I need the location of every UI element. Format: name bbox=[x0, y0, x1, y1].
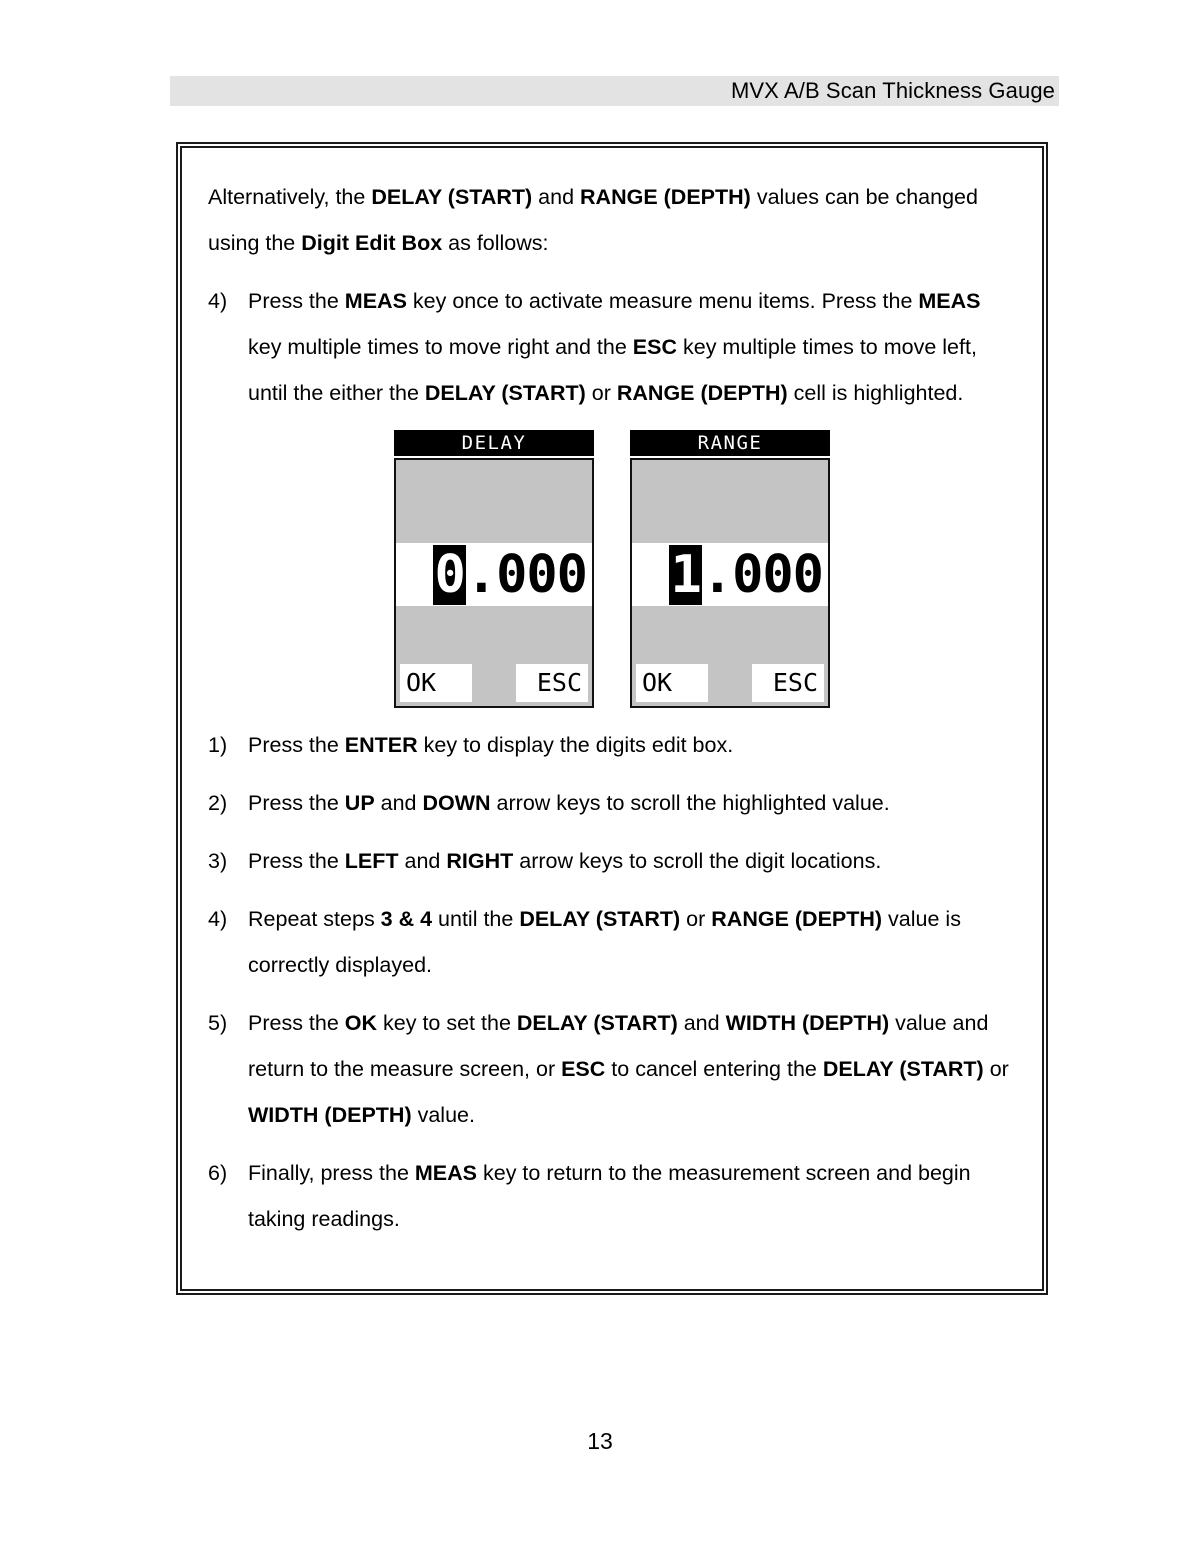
step-bold-1: UP bbox=[344, 791, 375, 815]
step-bold-meas-1: MEAS bbox=[344, 289, 407, 313]
content-frame-inner bbox=[180, 146, 1044, 1291]
list-marker: 4) bbox=[208, 289, 228, 313]
page-number: 13 bbox=[587, 1428, 613, 1454]
step-text-2: key once to activate measure menu items. Press the bbox=[406, 289, 919, 313]
lcd-value-remainder-range: .000 bbox=[701, 544, 823, 605]
list-item-text bbox=[248, 278, 1016, 416]
list-marker: 4) bbox=[208, 907, 228, 931]
list-marker: 3) bbox=[208, 849, 228, 873]
step-text-1: Press the bbox=[248, 289, 345, 313]
step-text-4: key multiple times to move left, until the either the bbox=[248, 335, 977, 405]
step-text-3: key multiple times to move right and the bbox=[248, 335, 633, 359]
lcd-softkeys-delay bbox=[396, 664, 592, 702]
lcd-highlighted-digit-range[interactable]: 1 bbox=[670, 544, 701, 605]
step-bold-2: DELAY (START) bbox=[519, 907, 681, 931]
step-text-4: value and return to the measure screen, or bbox=[248, 1011, 989, 1081]
lcd-value-strip-delay bbox=[396, 543, 592, 606]
lcd-titlebar-delay: DELAY bbox=[394, 430, 594, 456]
step-bold-meas-2: MEAS bbox=[918, 289, 981, 313]
numbered-steps-list bbox=[208, 722, 1016, 1242]
step-bold-range-depth: RANGE (DEPTH) bbox=[616, 381, 788, 405]
step-text-2: key to return to the measurement screen and begin taking readings. bbox=[248, 1161, 971, 1231]
step-bold-delay-start: DELAY (START) bbox=[424, 381, 586, 405]
step-bold-1: MEAS bbox=[414, 1161, 478, 1185]
step-bold-4: ESC bbox=[561, 1057, 606, 1081]
step-text-2: until the bbox=[432, 907, 520, 931]
lcd-value-delay bbox=[433, 545, 587, 605]
list-item bbox=[208, 838, 1016, 884]
step-text-6: or bbox=[983, 1057, 1009, 1081]
list-item-text bbox=[248, 722, 1016, 768]
step-bold-2: DOWN bbox=[422, 791, 491, 815]
lcd-softkey-esc-delay[interactable]: ESC bbox=[516, 664, 588, 702]
step-text-1: Press the bbox=[248, 1011, 345, 1035]
list-marker: 5) bbox=[208, 1011, 228, 1035]
lcd-softkey-ok-range[interactable]: OK bbox=[636, 664, 708, 702]
content-body bbox=[182, 148, 1042, 1242]
intro-text-4: as follows: bbox=[442, 231, 549, 255]
step-text-1: Press the bbox=[248, 791, 345, 815]
step-text-1: Repeat steps bbox=[248, 907, 381, 931]
lcd-softkeys-range bbox=[632, 664, 828, 702]
list-item bbox=[208, 722, 1016, 768]
intro-bold-digit-edit-box: Digit Edit Box bbox=[301, 231, 443, 255]
lcd-value-range bbox=[669, 545, 823, 605]
list-marker: 1) bbox=[208, 733, 228, 757]
step-text-6: cell is highlighted. bbox=[787, 381, 964, 405]
list-item-text bbox=[248, 896, 1016, 988]
lcd-body-range bbox=[630, 458, 830, 708]
list-marker: 6) bbox=[208, 1161, 228, 1185]
step-text-3: and bbox=[677, 1011, 726, 1035]
step-bold-1: LEFT bbox=[344, 849, 399, 873]
step-text-2: key to set the bbox=[377, 1011, 517, 1035]
list-item-text bbox=[248, 1150, 1016, 1242]
step-bold-2: DELAY (START) bbox=[516, 1011, 678, 1035]
lcd-titlebar-range: RANGE bbox=[630, 430, 830, 456]
lcd-figure-row bbox=[208, 430, 1016, 708]
intro-text-1: Alternatively, the bbox=[208, 185, 372, 209]
step-bold-3: RANGE (DEPTH) bbox=[711, 907, 883, 931]
step-text-7: value. bbox=[411, 1103, 475, 1127]
step-text-3: or bbox=[680, 907, 712, 931]
intro-paragraph bbox=[208, 174, 1016, 266]
content-frame bbox=[176, 142, 1048, 1295]
intro-bold-range-depth: RANGE (DEPTH) bbox=[580, 185, 751, 209]
page-header-title: MVX A/B Scan Thickness Gauge bbox=[730, 78, 1055, 103]
step-bold-1: ENTER bbox=[344, 733, 418, 757]
page-header bbox=[170, 76, 1059, 106]
step-text-2: and bbox=[398, 849, 447, 873]
list-item bbox=[208, 896, 1016, 988]
step-bold-5: DELAY (START) bbox=[822, 1057, 984, 1081]
lcd-screen-delay bbox=[394, 430, 594, 708]
step-text-1: Press the bbox=[248, 849, 345, 873]
step-bold-3: WIDTH (DEPTH) bbox=[725, 1011, 890, 1035]
lcd-body-delay bbox=[394, 458, 594, 708]
lcd-softkey-esc-range[interactable]: ESC bbox=[752, 664, 824, 702]
lcd-softkey-ok-delay[interactable]: OK bbox=[400, 664, 472, 702]
list-item-text bbox=[248, 1000, 1016, 1138]
list-item bbox=[208, 780, 1016, 826]
list-item bbox=[208, 1150, 1016, 1242]
intro-bold-delay-start: DELAY (START) bbox=[371, 185, 533, 209]
step-text-5: or bbox=[585, 381, 617, 405]
step-text-4: value is correctly displayed. bbox=[248, 907, 961, 977]
step-text-1: Finally, press the bbox=[248, 1161, 415, 1185]
list-marker: 2) bbox=[208, 791, 228, 815]
step-bold-1: OK bbox=[344, 1011, 378, 1035]
list-item-text bbox=[248, 780, 1016, 826]
lcd-screen-range bbox=[630, 430, 830, 708]
step-bold-1: 3 & 4 bbox=[380, 907, 433, 931]
list-item bbox=[208, 1000, 1016, 1138]
list-item-text bbox=[248, 838, 1016, 884]
lcd-value-strip-range bbox=[632, 543, 828, 606]
intro-text-2: and bbox=[532, 185, 581, 209]
step-text-2: and bbox=[374, 791, 423, 815]
list-item bbox=[208, 278, 1016, 416]
lcd-highlighted-digit-delay[interactable]: 0 bbox=[434, 544, 465, 605]
step-text-2: key to display the digits edit box. bbox=[417, 733, 734, 757]
lcd-value-remainder-delay: .000 bbox=[465, 544, 587, 605]
step-text-5: to cancel entering the bbox=[605, 1057, 823, 1081]
step-text-3: arrow keys to scroll the digit locations. bbox=[513, 849, 882, 873]
step-bold-6: WIDTH (DEPTH) bbox=[248, 1103, 412, 1127]
step-bold-esc: ESC bbox=[632, 335, 678, 359]
step-text-3: arrow keys to scroll the highlighted value. bbox=[490, 791, 890, 815]
step-bold-2: RIGHT bbox=[446, 849, 514, 873]
step-text-1: Press the bbox=[248, 733, 345, 757]
intro-text-3: values can be changed using the bbox=[208, 185, 978, 255]
